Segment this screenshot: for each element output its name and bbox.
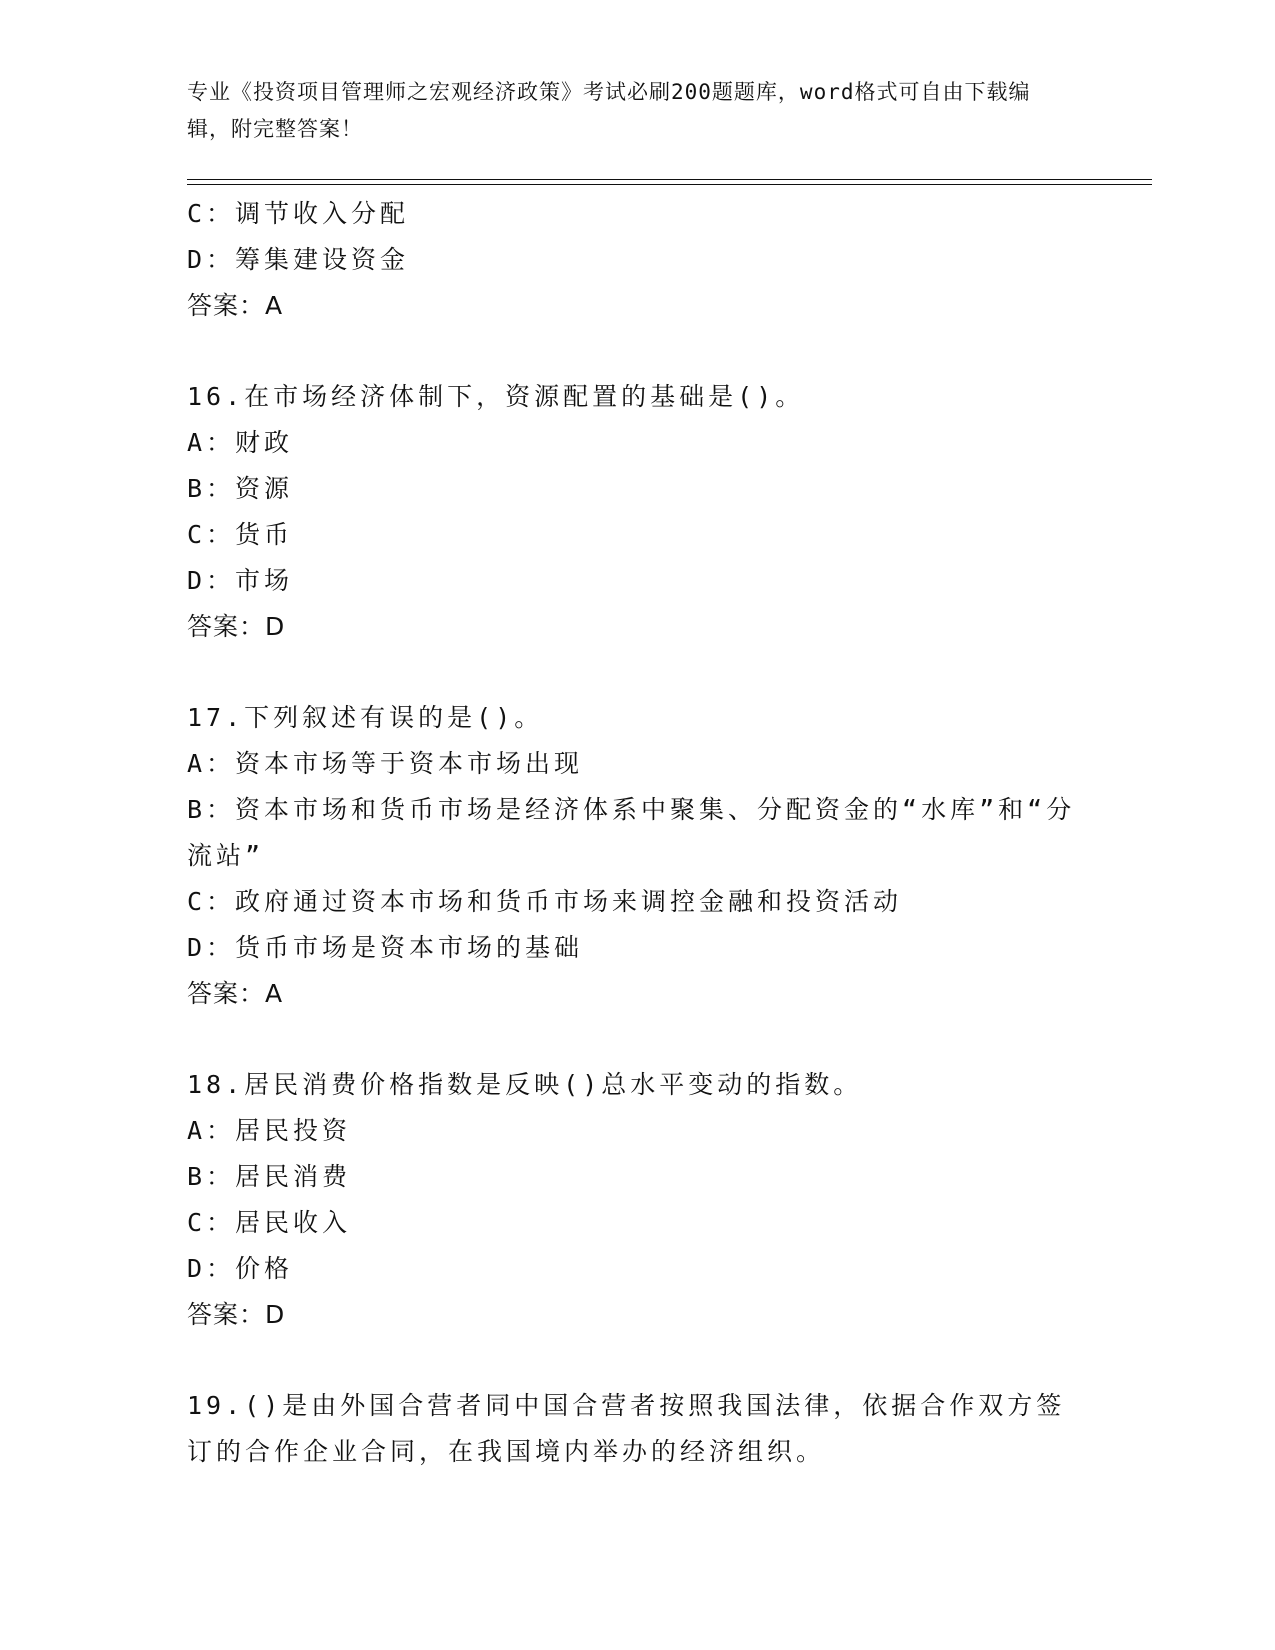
question-19	[187, 1383, 1087, 1475]
option-c: C：居民收入	[187, 1208, 352, 1237]
option-c: C：政府通过资本市场和货币市场来调控金融和投资活动	[187, 887, 903, 916]
question-stem: 16.在市场经济体制下，资源配置的基础是()。	[187, 382, 805, 411]
answer-line: 答案：A	[187, 291, 284, 320]
question-16	[187, 374, 1087, 650]
question-15-continued	[187, 191, 1087, 329]
option-a: A：居民投资	[187, 1116, 352, 1145]
option-d: D：市场	[187, 566, 294, 595]
answer-line: 答案：A	[187, 979, 284, 1008]
question-18	[187, 1062, 1087, 1338]
answer-line: 答案：D	[187, 612, 286, 641]
question-stem: 17.下列叙述有误的是()。	[187, 703, 544, 732]
question-list	[187, 191, 1087, 1475]
header-divider-top	[187, 179, 1152, 180]
option-b: B：居民消费	[187, 1162, 352, 1191]
question-stem: 19.()是由外国合营者同中国合营者按照我国法律，依据合作双方签订的合作企业合同，在我国境内举办的经济组织。	[187, 1391, 1066, 1466]
answer-line: 答案：D	[187, 1300, 286, 1329]
question-17	[187, 695, 1087, 1017]
option-a: A：财政	[187, 428, 294, 457]
option-d: D：筹集建设资金	[187, 245, 410, 274]
option-c: C：调节收入分配	[187, 199, 410, 228]
option-c: C：货币	[187, 520, 294, 549]
question-stem: 18.居民消费价格指数是反映()总水平变动的指数。	[187, 1070, 863, 1099]
header-divider-bottom	[187, 184, 1152, 185]
option-a: A：资本市场等于资本市场出现	[187, 749, 584, 778]
document-header: 专业《投资项目管理师之宏观经济政策》考试必刷200题题库，word格式可自由下载编辑，附完整答案！	[187, 80, 1031, 141]
option-b: B：资源	[187, 474, 294, 503]
option-b: B：资本市场和货币市场是经济体系中聚集、分配资金的“水库”和“分流站”	[187, 795, 1076, 870]
option-d: D：货币市场是资本市场的基础	[187, 933, 584, 962]
option-d: D：价格	[187, 1254, 294, 1283]
